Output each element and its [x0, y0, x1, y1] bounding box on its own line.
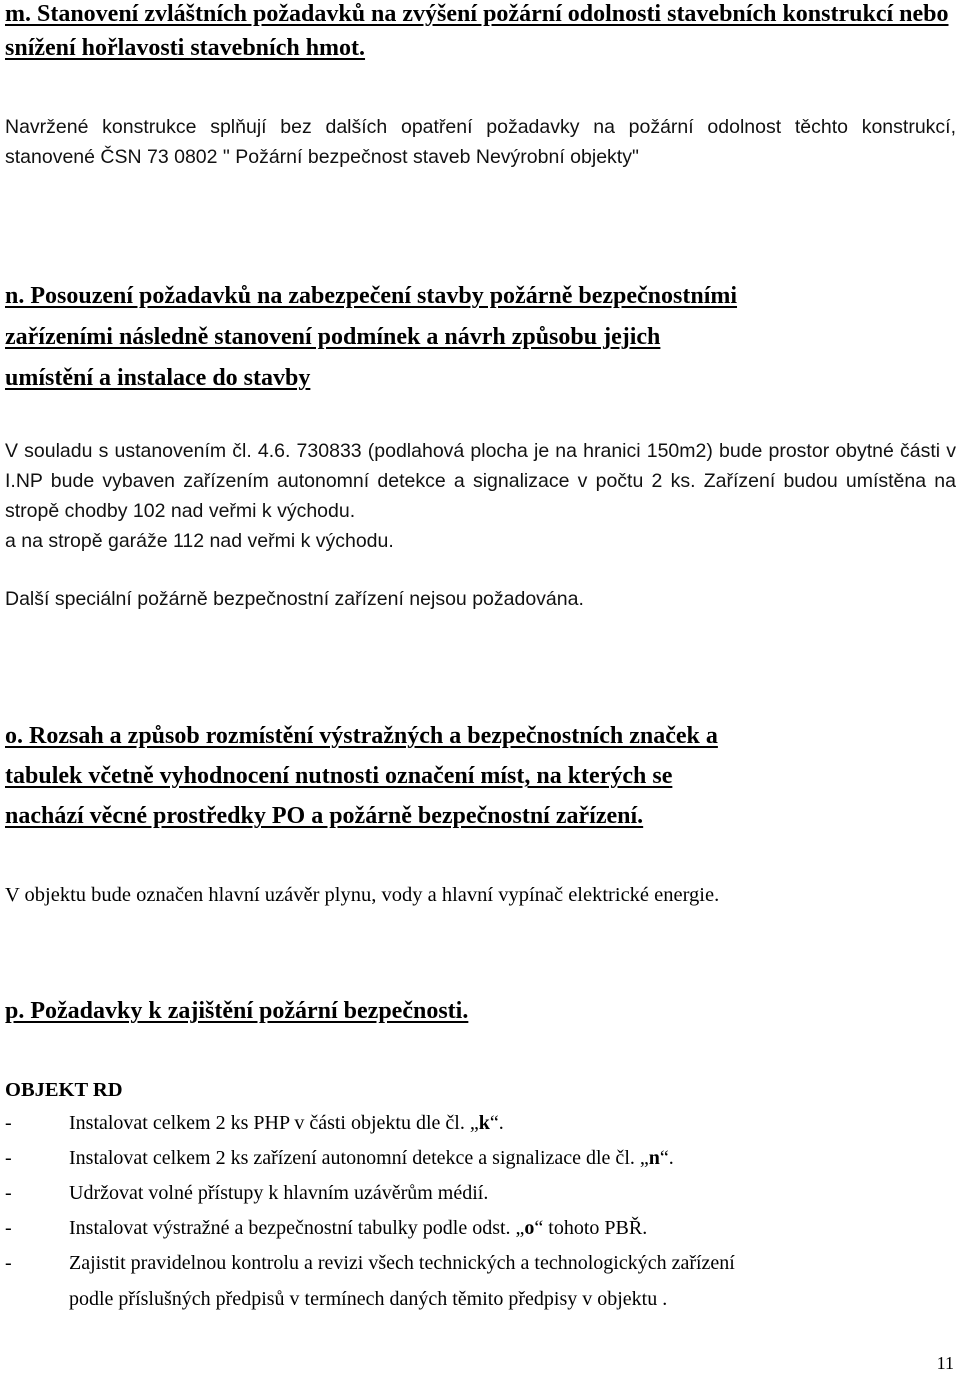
list-dash: -	[5, 1252, 12, 1274]
page-number: 11	[936, 1353, 954, 1373]
list-item: - Udržovat volné přístupy k hlavním uzávěrům médií.	[5, 1176, 960, 1211]
list-dash: -	[5, 1147, 12, 1169]
list-dash: -	[5, 1112, 12, 1134]
section-o-heading-line2: tabulek včetně vyhodnocení nutnosti označení míst, na kterých se	[5, 763, 673, 789]
list-dash: -	[5, 1217, 12, 1239]
section-o-text: V objektu bude označen hlavní uzávěr plynu, vody a hlavní vypínač elektrické energie.	[5, 884, 720, 906]
section-p-heading: p. Požadavky k zajištění požární bezpečnosti.	[5, 998, 469, 1024]
section-n-heading-line1: n. Posouzení požadavků na zabezpečení stavby požárně bezpečnostními	[5, 283, 738, 309]
section-reference: n	[648, 1147, 660, 1169]
section-m-heading: m. Stanovení zvláštních požadavků na zvýšení požární odolnosti stavebních konstrukcí nebo snížení hořlavosti stavebních hmot.	[5, 1, 949, 61]
section-o-heading	[5, 716, 960, 836]
list-item: - Instalovat celkem 2 ks PHP v části objektu dle čl. „k“.	[5, 1106, 960, 1141]
section-n-paragraph-2: a na stropě garáže 112 nad veřmi k východu.	[5, 530, 394, 552]
list-item: - Instalovat celkem 2 ks zařízení autonomní detekce a signalizace dle čl. „n“.	[5, 1141, 960, 1176]
requirements-list	[5, 1106, 960, 1317]
section-n-heading-line3: umístění a instalace do stavby	[5, 365, 311, 391]
list-item-continuation: podle příslušných předpisů v termínech daných těmito předpisy v objektu .	[69, 1288, 668, 1310]
section-n-heading	[5, 276, 960, 399]
section-n-heading-line2: zařízeními následně stanovení podmínek a návrh způsobu jejich	[5, 324, 661, 350]
section-m-text: Navržené konstrukce splňují bez dalších opatření požadavky na požární odolnost těchto konstrukcí, stanovené ČSN 73 0802 " Požární bezpečnost staveb Nevýrobní objekty"	[5, 116, 956, 168]
object-label: OBJEKT RD	[5, 1079, 123, 1101]
section-n-paragraph-1: V souladu s ustanovením čl. 4.6. 730833 (podlahová plocha je na hranici 150m2) bude prostor obytné části v I.NP bude vybaven zařízením autonomní detekce a signalizace v počtu 2 ks. Zařízení budou umístěna na stropě chodby 102 nad veřmi k východu.	[5, 440, 956, 522]
list-item: - Instalovat výstražné a bezpečnostní tabulky podle odst. „o“ tohoto PBŘ.	[5, 1211, 960, 1246]
section-o-heading-line1: o. Rozsah a způsob rozmístění výstražných a bezpečnostních značek a	[5, 723, 718, 749]
section-o-heading-line3: nachází věcné prostředky PO a požárně bezpečnostní zařízení.	[5, 803, 644, 829]
section-reference: o	[524, 1217, 535, 1239]
section-reference: k	[478, 1112, 490, 1134]
section-n-paragraph-3: Další speciální požárně bezpečnostní zařízení nejsou požadována.	[5, 588, 584, 610]
list-dash: -	[5, 1182, 12, 1204]
list-item: - Zajistit pravidelnou kontrolu a revizi všech technických a technologických zařízení podle příslušných předpisů v termínech daných těmito předpisy v objektu .	[5, 1246, 960, 1317]
